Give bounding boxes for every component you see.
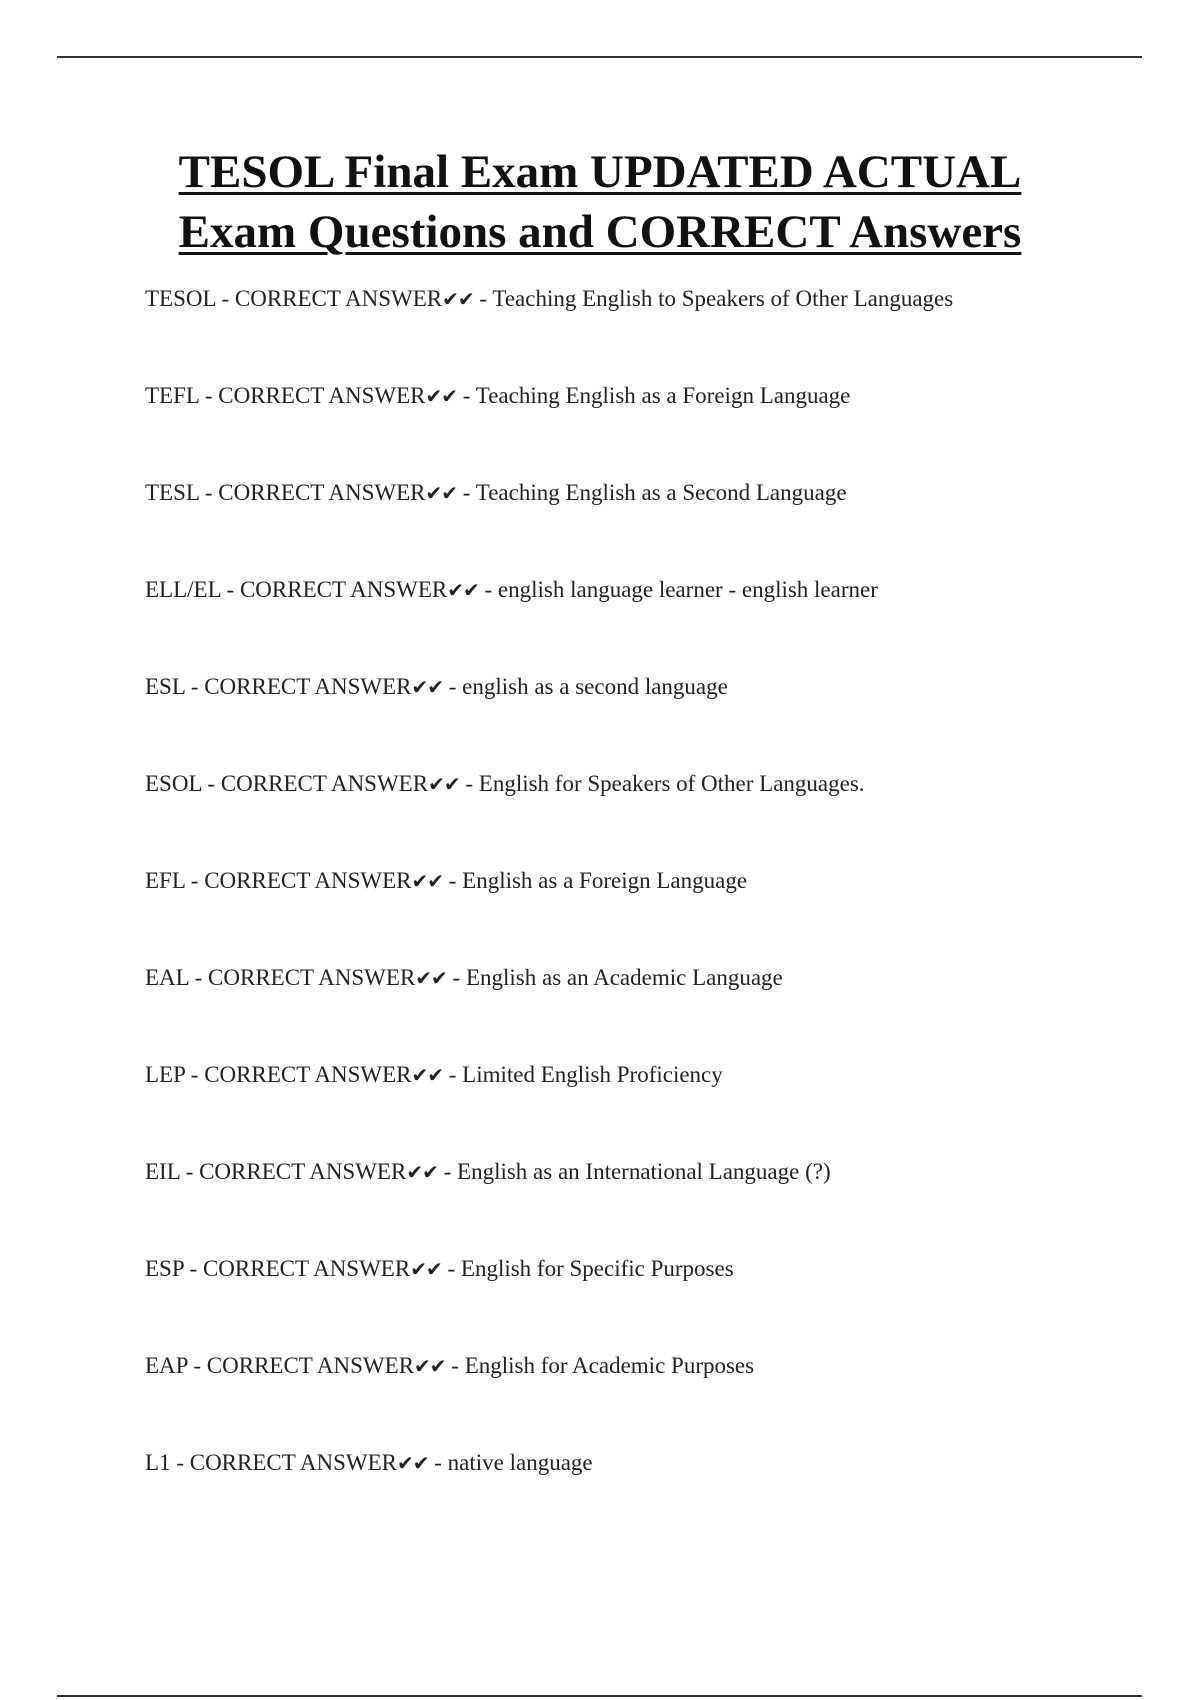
qa-label: CORRECT ANSWER [220,771,429,796]
qa-item: EAL - CORRECT ANSWER✔✔ - English as an Academic Language [145,965,783,990]
checkmark-icon: ✔✔ [411,675,443,699]
qa-term: TESOL [145,286,216,311]
qa-answer: native language [447,1450,593,1475]
qa-item: TESL - CORRECT ANSWER✔✔ - Teaching English as a Second Language [145,480,847,505]
qa-answer: English for Academic Purposes [464,1353,755,1378]
qa-label: CORRECT ANSWER [189,1450,397,1475]
qa-item: ELL/EL - CORRECT ANSWER✔✔ - english language learner - english learner [145,577,878,602]
qa-term: EAL [145,965,189,990]
qa-term: ESOL [145,771,202,796]
title-line-2: Exam Questions and CORRECT Answers [178,206,1022,258]
qa-answer: English as an International Language (?) [457,1159,831,1184]
qa-item: TEFL - CORRECT ANSWER✔✔ - Teaching English as a Foreign Language [145,383,851,408]
qa-item: ESL - CORRECT ANSWER✔✔ - english as a second language [145,674,728,699]
qa-label: CORRECT ANSWER [204,674,412,699]
qa-item: ESOL - CORRECT ANSWER✔✔ - English for Speakers of Other Languages. [145,771,865,796]
qa-item: LEP - CORRECT ANSWER✔✔ - Limited English Proficiency [145,1062,723,1087]
checkmark-icon: ✔✔ [414,1354,446,1378]
qa-item: EFL - CORRECT ANSWER✔✔ - English as a Foreign Language [145,868,748,893]
page-title [0,142,1200,262]
checkmark-icon: ✔✔ [410,1257,442,1281]
checkmark-icon: ✔✔ [406,1160,438,1184]
qa-label: CORRECT ANSWER [204,868,412,893]
qa-answer: english as a second language [462,674,728,699]
checkmark-icon: ✔✔ [396,1451,429,1475]
title-line-1: TESOL Final Exam UPDATED ACTUAL [178,146,1022,198]
qa-label: CORRECT ANSWER [202,1256,411,1281]
checkmark-icon: ✔✔ [428,772,460,796]
qa-term: ESP [145,1256,184,1281]
qa-term: EAP [145,1353,188,1378]
top-rule [57,56,1142,58]
qa-answer: english language learner - english learner [497,577,878,602]
checkmark-icon: ✔✔ [425,481,458,505]
qa-answer: Teaching English as a Second Language [475,480,847,505]
qa-label: CORRECT ANSWER [199,1159,407,1184]
qa-term: LEP [145,1062,186,1087]
checkmark-icon: ✔✔ [447,578,479,602]
qa-item: L1 - CORRECT ANSWER✔✔ - native language [145,1450,593,1475]
checkmark-icon: ✔✔ [442,287,474,311]
qa-label: CORRECT ANSWER [218,480,426,505]
qa-answer: Teaching English to Speakers of Other Languages [492,286,954,311]
qa-answer: Limited English Proficiency [462,1062,723,1087]
qa-term: EFL [145,868,186,893]
qa-label: CORRECT ANSWER [218,383,426,408]
checkmark-icon: ✔✔ [411,1063,443,1087]
qa-label: CORRECT ANSWER [206,1353,415,1378]
checkmark-icon: ✔✔ [415,966,447,990]
qa-label: CORRECT ANSWER [208,965,416,990]
qa-item: EIL - CORRECT ANSWER✔✔ - English as an International Language (?) [145,1159,831,1184]
qa-term: TEFL [145,383,200,408]
qa-label: CORRECT ANSWER [239,577,448,602]
checkmark-icon: ✔✔ [411,869,443,893]
qa-term: TESL [145,480,200,505]
qa-answer: English as an Academic Language [465,965,783,990]
qa-label: CORRECT ANSWER [204,1062,412,1087]
qa-label: CORRECT ANSWER [234,286,443,311]
qa-list [145,284,1145,1545]
qa-term: ESL [145,674,186,699]
qa-item: EAP - CORRECT ANSWER✔✔ - English for Academic Purposes [145,1353,755,1378]
qa-term: ELL/EL [145,577,221,602]
qa-item: ESP - CORRECT ANSWER✔✔ - English for Specific Purposes [145,1256,734,1281]
checkmark-icon: ✔✔ [425,384,458,408]
qa-answer: English for Specific Purposes [460,1256,734,1281]
qa-answer: English as a Foreign Language [462,868,748,893]
qa-term: EIL [145,1159,180,1184]
qa-term: L1 [145,1450,171,1475]
qa-answer: Teaching English as a Foreign Language [475,383,851,408]
bottom-rule [57,1695,1142,1697]
qa-answer: English for Speakers of Other Languages. [478,771,865,796]
qa-item: TESOL - CORRECT ANSWER✔✔ - Teaching English to Speakers of Other Languages [145,286,954,311]
